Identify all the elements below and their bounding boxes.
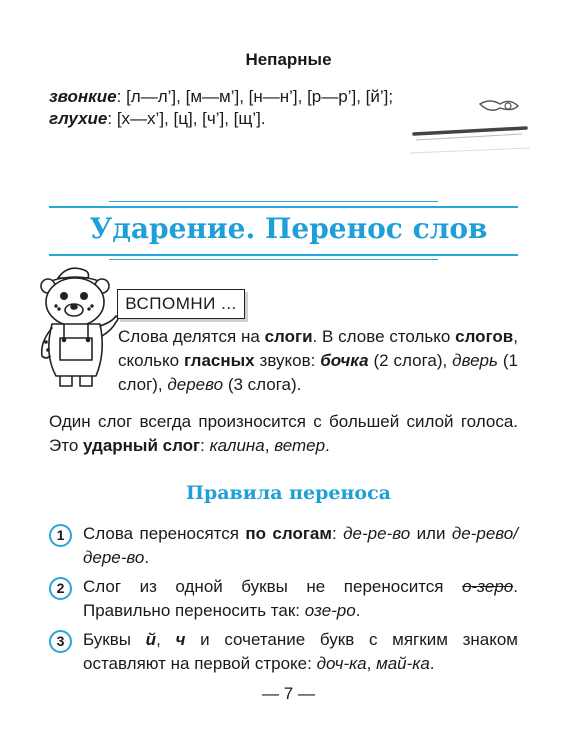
r2-wrong-example: о-зеро — [462, 577, 514, 596]
r1-text-4: . — [144, 548, 150, 567]
voiced-values: : [л—л’], [м—м’], [н—н’], [р—р’], [й’]; — [116, 87, 394, 106]
syllables-paragraph — [118, 325, 518, 397]
p1-example-3: дерево — [167, 375, 224, 394]
r3-text-3: и сочетание букв с мягким знаком оставляют на первой строке: — [83, 630, 518, 673]
title-rule-bottom-thick — [49, 254, 518, 256]
voiceless-line — [49, 108, 266, 130]
voiced-line — [49, 86, 393, 108]
r3-text-5: . — [429, 654, 435, 673]
title-rule-top-thick — [49, 206, 518, 208]
p1-text-2: . В слове столько — [312, 327, 456, 346]
r3-text-4: , — [366, 654, 377, 673]
p2-text-1: Один слог всегда произносится с большей силой голоса. Это — [49, 412, 518, 455]
stress-paragraph — [49, 410, 518, 458]
remember-label-box: ВСПОМНИ ... — [117, 289, 245, 319]
rule-number-2: 2 — [49, 577, 72, 600]
r1-text-2: : — [331, 524, 344, 543]
rule-text-2 — [83, 575, 518, 623]
unpaired-heading: Непарные — [245, 50, 332, 69]
p2-example-1: калина — [209, 436, 265, 455]
p2-example-2: ветер — [274, 436, 326, 455]
p1-text-6: (1 слог), — [118, 351, 518, 394]
p1-text-4: звуков: — [254, 351, 321, 370]
p1-bold-1: слоги — [264, 327, 313, 346]
p2-text-3: , — [264, 436, 275, 455]
rules-title: Правила переноса — [186, 482, 391, 504]
r2-text-2: . Правильно переносить так: — [83, 577, 518, 620]
rule-item-3 — [49, 628, 518, 676]
voiced-label: звонкие — [49, 87, 117, 106]
title-rule-bottom-thin — [109, 259, 438, 260]
p1-example-2: дверь — [452, 351, 498, 370]
p1-example-1: бочка — [320, 351, 369, 370]
r1-bold-1: по слогам — [245, 524, 332, 543]
p1-text-1: Слова делятся на — [118, 327, 265, 346]
r2-example-1: озе-ро — [304, 601, 356, 620]
r1-example-1: де-ре-во — [343, 524, 411, 543]
title-rule-top-thin — [109, 201, 438, 202]
p1-bold-3: гласных — [184, 351, 255, 370]
voiceless-label: глухие — [49, 109, 108, 128]
p2-bold-1: ударный слог — [83, 436, 201, 455]
pencil-sketch-icon — [410, 98, 530, 156]
p1-bold-2: слогов — [455, 327, 514, 346]
r3-example-2: май-ка — [376, 654, 430, 673]
rule-number-1: 1 — [49, 524, 72, 547]
r1-example-2: де-рево/дере-во — [83, 524, 518, 567]
p1-text-3: , сколько — [118, 327, 518, 370]
r3-text-1: Буквы — [83, 630, 146, 649]
r1-text-1: Слова переносятся — [83, 524, 246, 543]
section-title: Ударение. Перенос слов — [89, 212, 488, 245]
r3-bold-2: ч — [175, 630, 186, 649]
r2-text-3: . — [355, 601, 361, 620]
rule-item-1 — [49, 522, 518, 570]
r2-text-1: Слог из одной буквы не переносится — [83, 577, 463, 596]
rule-text-1 — [83, 522, 518, 570]
rule-number-3: 3 — [49, 630, 72, 653]
r1-text-3: или — [410, 524, 452, 543]
p2-text-2: : — [200, 436, 210, 455]
r3-bold-1: й — [145, 630, 157, 649]
voiceless-values: : [х—х’], [ц], [ч’], [щ’]. — [107, 109, 266, 128]
page-number: — 7 — — [262, 684, 315, 703]
r3-example-1: доч-ка — [316, 654, 367, 673]
rule-text-3 — [83, 628, 518, 676]
bear-character-illustration — [36, 258, 120, 390]
r3-text-2: , — [156, 630, 176, 649]
p1-text-7: (3 слога). — [223, 375, 302, 394]
rule-item-2 — [49, 575, 518, 623]
p1-text-5: (2 слога), — [368, 351, 453, 370]
p2-text-4: . — [325, 436, 330, 455]
